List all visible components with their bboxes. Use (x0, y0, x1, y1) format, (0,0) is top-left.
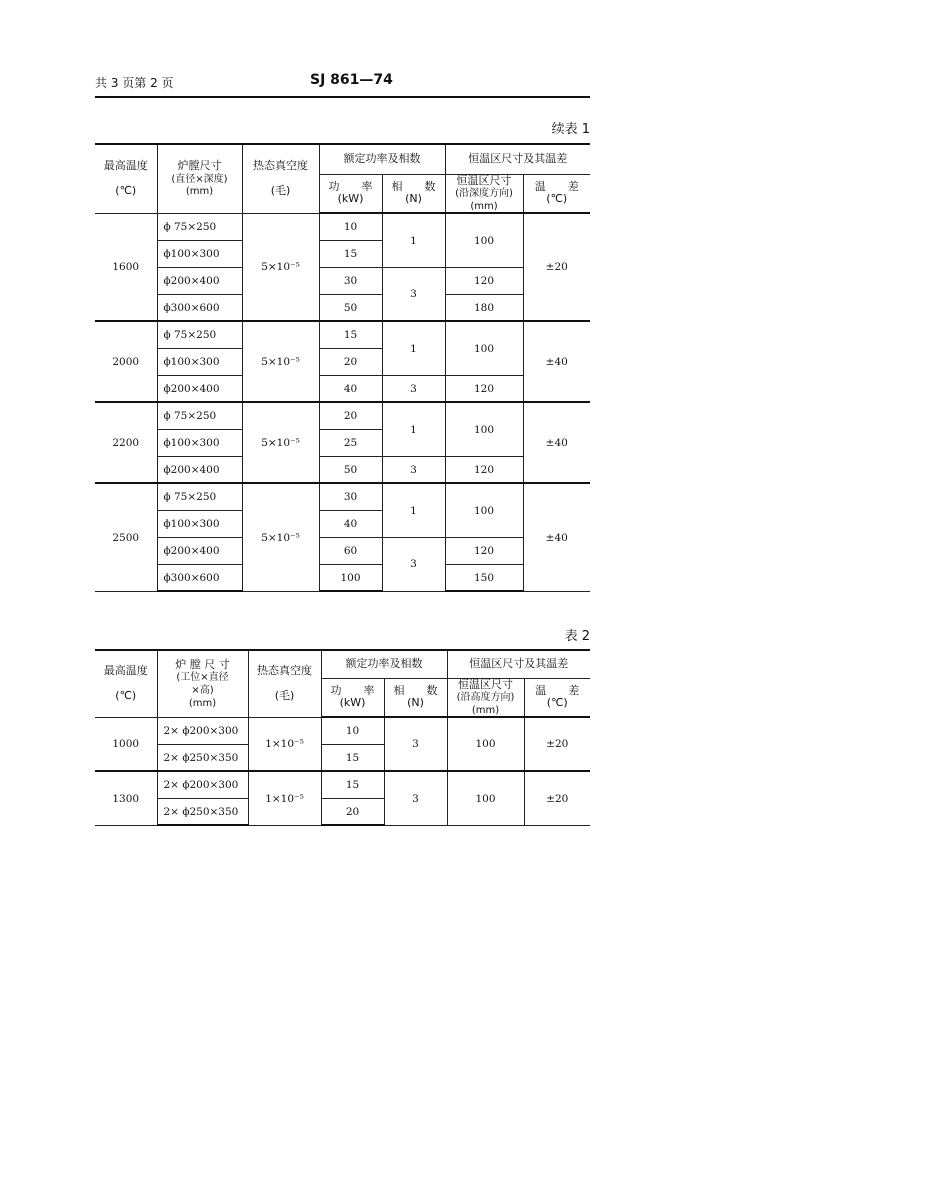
header-chamber: 炉膛尺寸 (直径×深度) (mm) (157, 144, 242, 213)
table-cell-phase: 3 (382, 267, 445, 321)
table-cell-vacuum: 5×10⁻⁵ (242, 321, 319, 402)
table-cell-dim: ϕ 75×250 (157, 483, 242, 510)
page-header (95, 70, 590, 98)
table1-caption: 续表 1 (551, 122, 590, 137)
table1 (95, 143, 590, 592)
table-cell-power: 15 (321, 744, 384, 771)
table-cell-power: 15 (319, 240, 382, 267)
table-cell-zone: 100 (447, 771, 524, 825)
table-cell-diff: ±20 (524, 717, 590, 771)
table-cell-phase: 1 (382, 213, 445, 267)
table-cell-dim: ϕ100×300 (157, 240, 242, 267)
table-cell-power: 60 (319, 537, 382, 564)
table-cell-temp: 1300 (95, 771, 157, 825)
header-power: 功 率 (kW) (321, 678, 384, 717)
table-cell-zone: 100 (445, 213, 523, 267)
header-max-temp: 最高温度 (℃) (95, 650, 157, 717)
table2-caption: 表 2 (564, 629, 590, 644)
table-cell-dim: ϕ300×600 (157, 294, 242, 321)
table-cell-dim: ϕ100×300 (157, 348, 242, 375)
table-cell-dim: ϕ200×400 (157, 375, 242, 402)
table-cell-power: 20 (319, 402, 382, 429)
table-cell-dim: ϕ200×400 (157, 456, 242, 483)
table-cell-zone: 100 (447, 717, 524, 771)
header-zone: 恒温区尺寸及其温差 (445, 144, 590, 174)
table-cell-vacuum: 5×10⁻⁵ (242, 402, 319, 483)
table-cell-zone: 100 (445, 402, 523, 456)
table-cell-phase: 1 (382, 402, 445, 456)
table-cell-zone: 150 (445, 564, 523, 591)
table-cell-zone: 120 (445, 267, 523, 294)
table-cell-diff: ±20 (524, 771, 590, 825)
table-cell-dim: 2× ϕ250×350 (157, 744, 248, 771)
table-cell-temp: 2000 (95, 321, 157, 402)
table-cell-zone: 120 (445, 537, 523, 564)
header-vacuum: 热态真空度 (毛) (248, 650, 321, 717)
table-cell-dim: ϕ100×300 (157, 510, 242, 537)
header-temp-diff: 温 差 (℃) (524, 678, 590, 717)
table-cell-dim: ϕ 75×250 (157, 213, 242, 240)
header-temp-diff: 温 差 (℃) (523, 174, 590, 213)
table-cell-dim: ϕ200×400 (157, 267, 242, 294)
table-cell-zone: 100 (445, 483, 523, 537)
document-code: SJ 861—74 (310, 72, 393, 88)
table-cell-power: 10 (319, 213, 382, 240)
table-cell-temp: 1000 (95, 717, 157, 771)
table-cell-power: 30 (319, 483, 382, 510)
table-cell-power: 15 (321, 771, 384, 798)
table-cell-power: 50 (319, 294, 382, 321)
table-cell-power: 40 (319, 510, 382, 537)
table-cell-power: 20 (321, 798, 384, 825)
header-phase: 相 数 (N) (382, 174, 445, 213)
table-cell-phase: 1 (382, 483, 445, 537)
table-cell-diff: ±20 (523, 213, 590, 321)
header-zone-size: 恒温区尺寸 (沿深度方向) (mm) (445, 174, 523, 213)
header-vacuum: 热态真空度 (毛) (242, 144, 319, 213)
table-cell-phase: 3 (384, 771, 447, 825)
table-cell-phase: 1 (382, 321, 445, 375)
table-cell-power: 20 (319, 348, 382, 375)
table-cell-power: 15 (319, 321, 382, 348)
table-cell-dim: 2× ϕ200×300 (157, 771, 248, 798)
table-cell-vacuum: 5×10⁻⁵ (242, 483, 319, 591)
table-cell-dim: ϕ 75×250 (157, 321, 242, 348)
table-cell-vacuum: 5×10⁻⁵ (242, 213, 319, 321)
header-rated: 额定功率及相数 (319, 144, 445, 174)
table-cell-power: 25 (319, 429, 382, 456)
header-rated: 额定功率及相数 (321, 650, 447, 678)
table-cell-temp: 1600 (95, 213, 157, 321)
table-cell-phase: 3 (384, 717, 447, 771)
table-cell-power: 10 (321, 717, 384, 744)
header-chamber: 炉 膛 尺 寸 (工位×直径 ×高) (mm) (157, 650, 248, 717)
table-cell-diff: ±40 (523, 483, 590, 591)
table-cell-power: 100 (319, 564, 382, 591)
table-cell-phase: 3 (382, 375, 445, 402)
header-max-temp: 最高温度 (℃) (95, 144, 157, 213)
table-cell-dim: ϕ200×400 (157, 537, 242, 564)
table-cell-dim: 2× ϕ200×300 (157, 717, 248, 744)
table-cell-dim: ϕ100×300 (157, 429, 242, 456)
table-cell-diff: ±40 (523, 321, 590, 402)
table-cell-dim: ϕ 75×250 (157, 402, 242, 429)
table-cell-power: 40 (319, 375, 382, 402)
header-zone: 恒温区尺寸及其温差 (447, 650, 590, 678)
table-cell-power: 50 (319, 456, 382, 483)
table-cell-phase: 3 (382, 456, 445, 483)
page-number: 共 3 页第 2 页 (95, 76, 174, 90)
table-cell-phase: 3 (382, 537, 445, 591)
table-cell-dim: ϕ300×600 (157, 564, 242, 591)
table2 (95, 649, 590, 826)
table-cell-temp: 2500 (95, 483, 157, 591)
table-cell-zone: 120 (445, 375, 523, 402)
table-cell-dim: 2× ϕ250×350 (157, 798, 248, 825)
table-cell-temp: 2200 (95, 402, 157, 483)
table-cell-vacuum: 1×10⁻⁵ (248, 717, 321, 771)
table-cell-diff: ±40 (523, 402, 590, 483)
table-cell-zone: 180 (445, 294, 523, 321)
table-cell-zone: 120 (445, 456, 523, 483)
table-cell-vacuum: 1×10⁻⁵ (248, 771, 321, 825)
header-phase: 相 数 (N) (384, 678, 447, 717)
table-cell-zone: 100 (445, 321, 523, 375)
table-cell-power: 30 (319, 267, 382, 294)
header-power: 功 率 (kW) (319, 174, 382, 213)
header-zone-size: 恒温区尺寸 (沿高度方向) (mm) (447, 678, 524, 717)
